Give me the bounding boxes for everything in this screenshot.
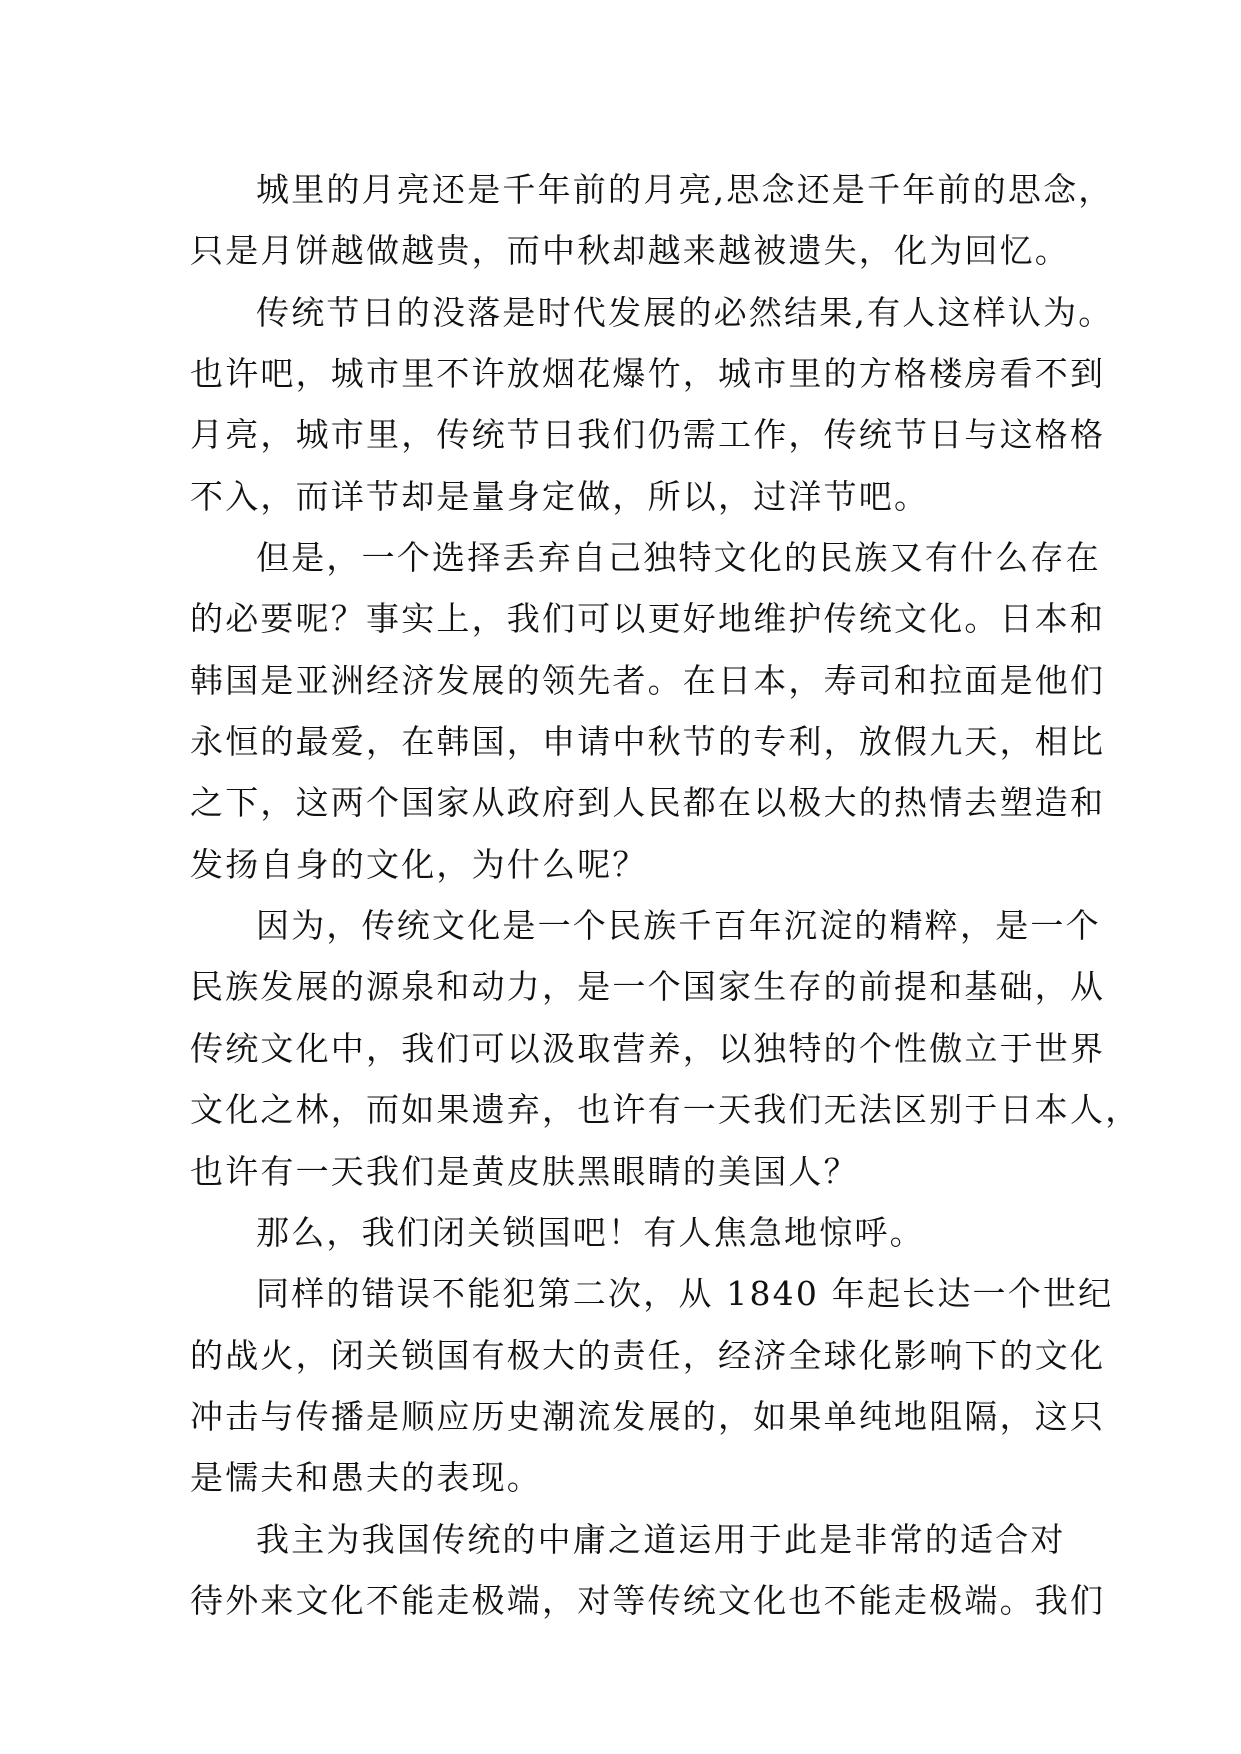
text-line: 传统文化中，我们可以汲取营养，以独特的个性傲立于世界: [190, 1028, 1106, 1068]
text-line: 民族发展的源泉和动力，是一个国家生存的前提和基础，从: [190, 967, 1106, 1007]
text-line: 发扬自身的文化，为什么呢？: [190, 844, 648, 884]
text-line: 韩国是亚洲经济发展的领先者。在日本，寿司和拉面是他们: [190, 660, 1106, 700]
text-line: 不入，而详节却是量身定做，所以，过洋节吧。: [190, 476, 930, 516]
text-line: 只是月饼越做越贵，而中秋却越来越被遗失，化为回忆。: [190, 231, 1070, 271]
text-line: 是懦夫和愚夫的表现。: [190, 1458, 542, 1498]
text-line: 待外来文化不能走极端，对等传统文化也不能走极端。我们: [190, 1580, 1106, 1620]
text-line: 我主为我国传统的中庸之道运用于此是非常的适合对: [256, 1519, 1066, 1559]
text-line: 城里的月亮还是千年前的月亮,思念还是千年前的思念，: [256, 170, 1114, 209]
text-line: 月亮，城市里，传统节日我们仍需工作，传统节日与这格格: [190, 415, 1106, 455]
text-line: 因为，传统文化是一个民族千百年沉淀的精粹，是一个: [256, 906, 1101, 946]
text-line: 永恒的最爱，在韩国，申请中秋节的专利，放假九天，相比: [190, 722, 1106, 762]
text-line: 文化之林，而如果遗弃，也许有一天我们无法区别于日本人，: [190, 1090, 1141, 1130]
text-line: 之下，这两个国家从政府到人民都在以极大的热情去塑造和: [190, 783, 1106, 823]
text-line: 冲击与传播是顺应历史潮流发展的，如果单纯地阻隔，这只: [190, 1396, 1106, 1436]
text-line: 也许有一天我们是黄皮肤黑眼睛的美国人？: [190, 1151, 859, 1191]
text-line: 那么，我们闭关锁国吧！有人焦急地惊呼。: [256, 1212, 925, 1252]
text-line: 的战火，闭关锁国有极大的责任，经济全球化影响下的文化: [190, 1335, 1106, 1375]
text-line: 也许吧，城市里不许放烟花爆竹，城市里的方格楼房看不到: [190, 354, 1106, 394]
text-line: 的必要呢？事实上，我们可以更好地维护传统文化。日本和: [190, 599, 1106, 639]
text-line: 但是，一个选择丢弃自己独特文化的民族又有什么存在: [256, 538, 1101, 578]
body-text: [190, 159, 1141, 1631]
text-line: 同样的错误不能犯第二次，从 1840 年起长达一个世纪: [256, 1274, 1114, 1314]
text-line: 传统节日的没落是时代发展的必然结果,有人这样认为。: [256, 292, 1114, 332]
